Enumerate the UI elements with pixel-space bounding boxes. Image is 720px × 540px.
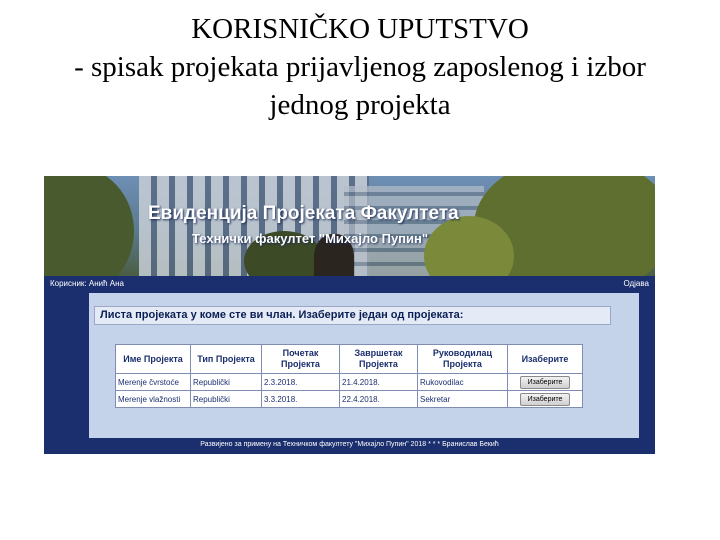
app-banner	[44, 176, 655, 276]
table-header-row	[116, 345, 583, 374]
cell-project-name: Merenje čvrstoće	[116, 374, 191, 391]
cell-project-start: 3.3.2018.	[262, 391, 340, 408]
slide-title-line-3: jednog projekta	[269, 89, 451, 121]
cell-project-end: 21.4.2018.	[340, 374, 418, 391]
cell-project-role: Rukovodilac	[418, 374, 508, 391]
column-header-end: Завршетак Пројекта	[340, 345, 418, 374]
user-bar	[44, 276, 655, 293]
cell-project-end: 22.4.2018.	[340, 391, 418, 408]
column-header-type: Тип Пројекта	[191, 345, 262, 374]
banner-tree-image	[44, 176, 134, 276]
instruction-text: Листа пројеката у коме сте ви члан. Изаберите један од пројеката:	[100, 309, 464, 321]
current-user-label: Корисник: Анић Ана	[50, 279, 124, 288]
cell-project-start: 2.3.2018.	[262, 374, 340, 391]
main-content	[89, 293, 639, 438]
table-row	[116, 391, 583, 408]
column-header-select: Изаберите	[508, 345, 583, 374]
app-subtitle: Технички факултет "Михајло Пупин"	[192, 231, 429, 246]
cell-project-role: Sekretar	[418, 391, 508, 408]
column-header-name: Име Пројекта	[116, 345, 191, 374]
table-row	[116, 374, 583, 391]
app-title: Евиденција Пројеката Факултета	[148, 203, 459, 224]
cell-project-type: Republički	[191, 391, 262, 408]
cell-select	[508, 374, 583, 391]
logout-link[interactable]: Одјава	[623, 279, 649, 288]
select-project-button[interactable]: Изаберите	[520, 393, 570, 406]
app-footer	[44, 438, 655, 454]
app-screenshot	[44, 176, 655, 454]
slide-title-line-2: - spisak projekata prijavljenog zaposlenog i izbor	[74, 51, 646, 83]
projects-table	[115, 344, 583, 408]
cell-select	[508, 391, 583, 408]
column-header-start: Почетак Пројекта	[262, 345, 340, 374]
slide-title-line-1: KORISNIČKO UPUTSTVO	[191, 13, 529, 45]
footer-text: Развијено за примену на Техничком факултету "Михајло Пупин" 2018 * * * Бранислав Бекић	[200, 441, 499, 448]
cell-project-name: Merenje vlažnosti	[116, 391, 191, 408]
column-header-role: Руководилац Пројекта	[418, 345, 508, 374]
instruction-box	[94, 306, 611, 325]
slide-title	[0, 10, 720, 124]
cell-project-type: Republički	[191, 374, 262, 391]
select-project-button[interactable]: Изаберите	[520, 376, 570, 389]
